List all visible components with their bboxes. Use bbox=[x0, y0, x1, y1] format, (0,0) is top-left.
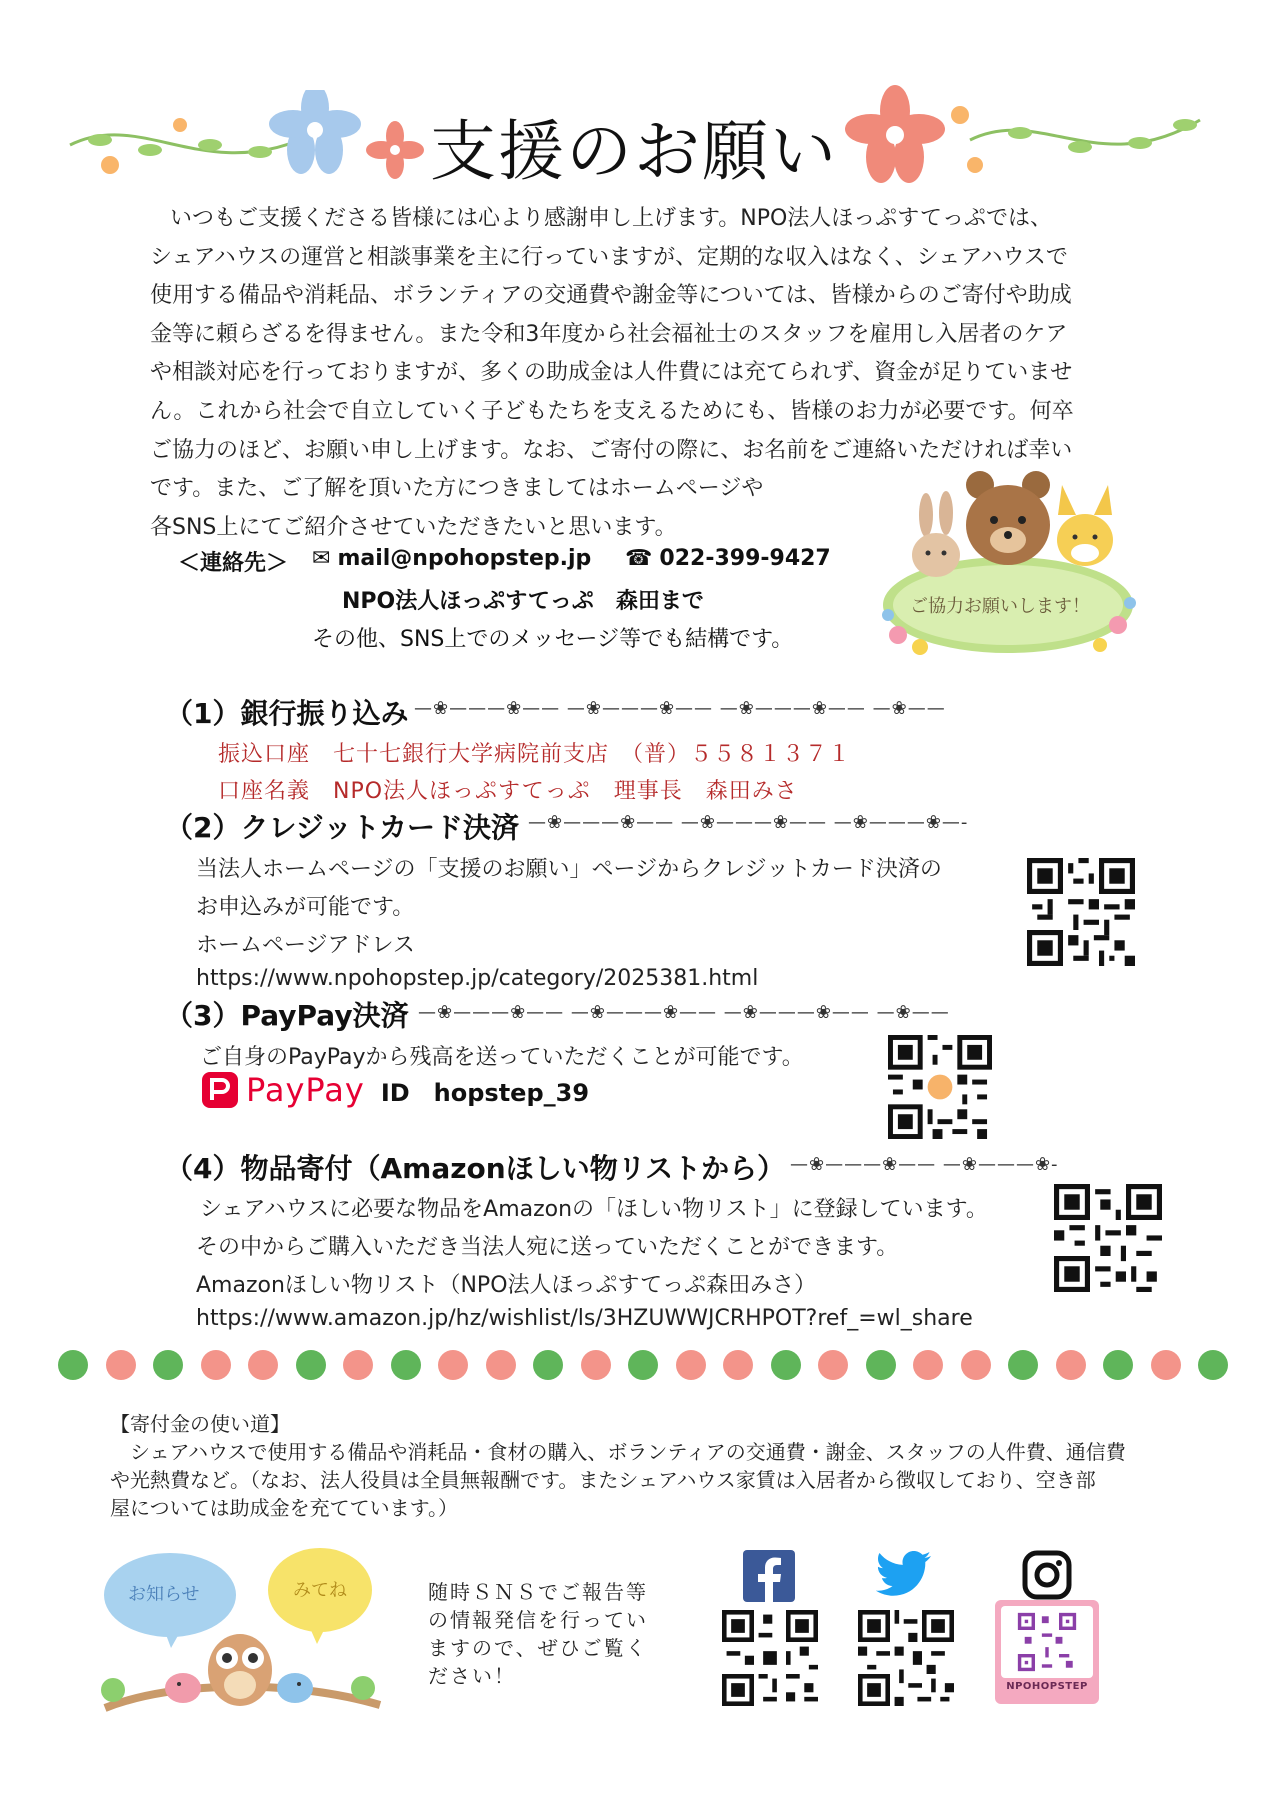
contact-note: その他、SNS上でのメッセージ等でも結構です。 bbox=[312, 627, 794, 652]
divider-dot bbox=[723, 1350, 753, 1380]
sns-line: ださい！ bbox=[428, 1664, 516, 1688]
intro-line: いつもご支援くださる皆様には心より感謝申し上げます。NPO法人ほっぷすてっぷでは、 bbox=[170, 206, 1052, 231]
divider-dot bbox=[1056, 1350, 1086, 1380]
divider-dot bbox=[486, 1350, 516, 1380]
header-decoration-right bbox=[840, 85, 1210, 195]
divider-dot bbox=[201, 1350, 231, 1380]
section-heading-bank: （1）銀行振り込み bbox=[165, 697, 409, 730]
divider-dot bbox=[296, 1350, 326, 1380]
contact-org: NPO法人ほっぷすてっぷ 森田まで bbox=[342, 589, 704, 614]
usage-line: や光熱費など。（なお、法人役員は全員無報酬です。またシェアハウス家賃は入居者から徴収しており、空き部 bbox=[110, 1468, 1096, 1492]
qr-code-paypay[interactable] bbox=[888, 1035, 992, 1139]
divider-dot bbox=[581, 1350, 611, 1380]
divider-dot bbox=[818, 1350, 848, 1380]
bank-account-line: 振込口座 七十七銀行大学病院前支店 （普）５５８１３７１ bbox=[218, 742, 852, 767]
twitter-icon[interactable] bbox=[876, 1550, 932, 1598]
amazon-text-3: Amazonほしい物リスト（NPO法人ほっぷすてっぷ森田みさ） bbox=[196, 1273, 817, 1298]
divider-dot bbox=[1198, 1350, 1228, 1380]
instagram-qr-card[interactable] bbox=[995, 1600, 1099, 1704]
divider-dot bbox=[391, 1350, 421, 1380]
usage-section bbox=[110, 1410, 1190, 1522]
credit-text-1: 当法人ホームページの「支援のお願い」ページからクレジットカード決済の bbox=[196, 857, 942, 882]
paypay-id: ID hopstep_39 bbox=[380, 1078, 590, 1107]
divider-dot bbox=[1151, 1350, 1181, 1380]
section-heading-paypay: （3）PayPay決済 bbox=[165, 999, 409, 1032]
divider-dot bbox=[58, 1350, 88, 1380]
intro-line: や相談対応を行っておりますが、多くの助成金は人件費には充てられず、資金が足りていませ bbox=[150, 360, 1073, 386]
decorative-flower-line: —❀———❀—— —❀———❀- bbox=[790, 1154, 1059, 1175]
divider-dot bbox=[1008, 1350, 1038, 1380]
usage-line: シェアハウスで使用する備品や消耗品・食材の購入、ボランティアの交通費・謝金、スタッフの人件費、通信費 bbox=[130, 1440, 1126, 1464]
phone-icon: ☎ bbox=[625, 546, 660, 571]
divider-dot bbox=[153, 1350, 183, 1380]
divider-dot bbox=[438, 1350, 468, 1380]
instagram-label: NPOHOPSTEP bbox=[1006, 1681, 1088, 1692]
divider-dot bbox=[676, 1350, 706, 1380]
paypay-logo-text: PayPay bbox=[246, 1071, 365, 1109]
paypay-id-row bbox=[200, 1070, 589, 1110]
qr-code-facebook[interactable] bbox=[722, 1610, 818, 1706]
divider-dot bbox=[1103, 1350, 1133, 1380]
divider-dot bbox=[961, 1350, 991, 1380]
sns-line: ますので、ぜひご覧く bbox=[428, 1636, 648, 1660]
amazon-text-2: その中からご購入いただき当法人宛に送っていただくことができます。 bbox=[196, 1235, 899, 1260]
bubble-look: みてね bbox=[293, 1580, 347, 1601]
divider-dot bbox=[866, 1350, 896, 1380]
facebook-icon[interactable] bbox=[743, 1550, 795, 1602]
intro-line: 金等に頼らざるを得ません。また令和3年度から社会福祉士のスタッフを雇用し入居者のケア bbox=[150, 321, 1068, 347]
sns-text bbox=[428, 1578, 648, 1690]
divider-dot bbox=[343, 1350, 373, 1380]
page-title: 支援のお願い bbox=[430, 113, 838, 190]
amazon-url[interactable]: https://www.amazon.jp/hz/wishlist/ls/3HZUWWJCRHPOT?ref_=wl_share bbox=[196, 1306, 973, 1331]
paypay-logo-icon bbox=[200, 1070, 240, 1110]
paypay-text: ご自身のPayPayから残高を送っていただくことが可能です。 bbox=[200, 1045, 804, 1070]
credit-url[interactable]: https://www.npohopstep.jp/category/2025381.html bbox=[196, 966, 759, 991]
header-decoration-left bbox=[60, 90, 440, 190]
instagram-icon[interactable] bbox=[1022, 1550, 1072, 1600]
dot-divider bbox=[58, 1350, 1228, 1384]
bubble-news: お知らせ bbox=[128, 1584, 200, 1605]
credit-text-3: ホームページアドレス bbox=[196, 933, 415, 958]
qr-code-twitter[interactable] bbox=[858, 1610, 954, 1706]
decorative-flower-line: —❀———❀—— —❀———❀—— —❀———❀—- bbox=[528, 812, 969, 833]
intro-line: ご協力のほど、お願い申し上げます。なお、ご寄付の際に、お名前をご連絡いただければ幸い bbox=[150, 437, 1073, 463]
usage-line: 屋については助成金を充てています。） bbox=[110, 1496, 458, 1520]
intro-line: シェアハウスの運営と相談事業を主に行っていますが、定期的な収入はなく、シェアハウスで bbox=[150, 244, 1068, 270]
intro-line: です。また、ご了解を頂いた方につきましてはホームページや bbox=[150, 476, 764, 502]
credit-text-2: お申込みが可能です。 bbox=[196, 895, 415, 920]
mail-icon: ✉ bbox=[312, 546, 338, 571]
contact-label: ＜連絡先＞ bbox=[178, 551, 289, 576]
divider-dot bbox=[106, 1350, 136, 1380]
divider-dot bbox=[628, 1350, 658, 1380]
qr-code-instagram bbox=[1001, 1606, 1093, 1678]
bank-holder-line: 口座名義 NPO法人ほっぷすてっぷ 理事長 森田みさ bbox=[218, 779, 798, 804]
intro-line: 使用する備品や消耗品、ボランティアの交通費や謝金等については、皆様からのご寄付や助成 bbox=[150, 283, 1072, 309]
animals-illustration bbox=[868, 465, 1148, 675]
section-heading-amazon: （4）物品寄付（Amazonほしい物リストから） bbox=[165, 1152, 786, 1185]
contact-email[interactable] bbox=[312, 546, 591, 571]
divider-dot bbox=[248, 1350, 278, 1380]
owl-birds-illustration bbox=[95, 1540, 385, 1725]
usage-heading: 【寄付金の使い道】 bbox=[110, 1412, 290, 1436]
email-text: mail@npohopstep.jp bbox=[337, 546, 592, 571]
contact-phone[interactable] bbox=[625, 546, 831, 571]
qr-code-credit[interactable] bbox=[1027, 858, 1135, 966]
intro-line: 各SNS上にてご紹介させていただきたいと思います。 bbox=[150, 514, 677, 540]
divider-dot bbox=[913, 1350, 943, 1380]
intro-line: ん。これから社会で自立していく子どもたちを支えるためにも、皆様のお力が必要です。何卒 bbox=[150, 398, 1074, 424]
amazon-text-1: シェアハウスに必要な物品をAmazonの「ほしい物リスト」に登録しています。 bbox=[200, 1197, 988, 1222]
divider-dot bbox=[771, 1350, 801, 1380]
sns-line: の情報発信を行ってい bbox=[428, 1608, 648, 1632]
badge-text: ご協力お願いします！ bbox=[910, 596, 1090, 617]
decorative-flower-line: —❀———❀—— —❀———❀—— —❀———❀—— —❀—— bbox=[418, 1002, 950, 1023]
sns-line: 随時ＳＮＳでご報告等 bbox=[428, 1580, 648, 1604]
section-heading-credit: （2）クレジットカード決済 bbox=[165, 811, 519, 844]
divider-dot bbox=[533, 1350, 563, 1380]
decorative-flower-line: —❀———❀—— —❀———❀—— —❀———❀—— —❀—— bbox=[414, 698, 946, 719]
phone-text: 022-399-9427 bbox=[659, 546, 831, 571]
qr-code-amazon[interactable] bbox=[1054, 1184, 1162, 1292]
